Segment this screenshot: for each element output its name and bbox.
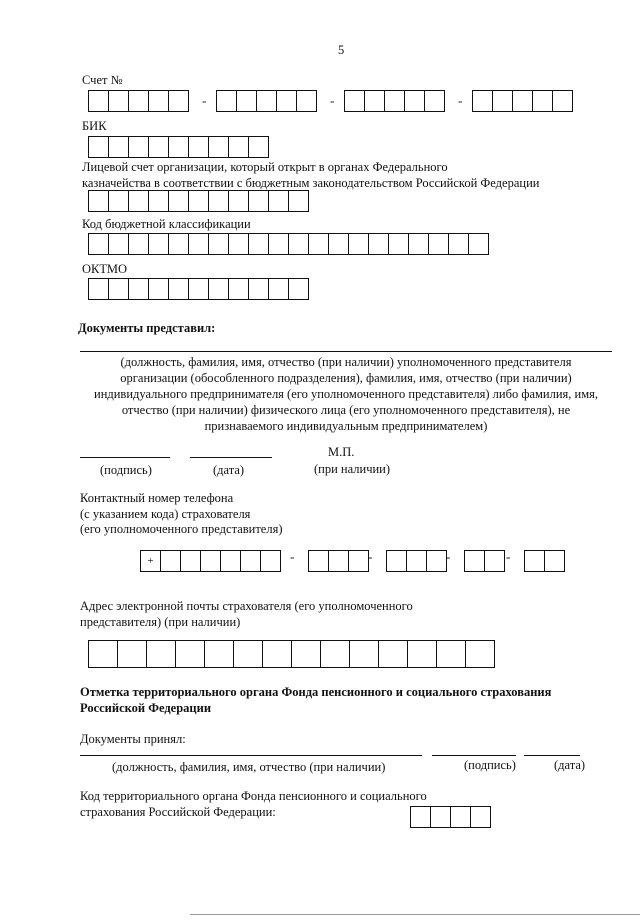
page-number: 5	[338, 43, 345, 57]
phone-label-1: Контактный номер телефона	[80, 491, 234, 505]
input-cell[interactable]	[348, 233, 369, 255]
input-cell[interactable]	[344, 90, 365, 112]
docs-presented-caption-3: индивидуального предпринимателя (его уполномоченного представителя) либо фамилия, имя,	[94, 387, 598, 401]
input-cell[interactable]	[168, 278, 189, 300]
input-cell[interactable]	[188, 233, 209, 255]
mp-note: (при наличии)	[314, 462, 391, 476]
input-cell[interactable]	[492, 90, 513, 112]
input-cell[interactable]	[228, 233, 249, 255]
phone-sep-1: -	[290, 549, 295, 564]
input-cell[interactable]	[288, 278, 309, 300]
input-cell[interactable]	[108, 90, 129, 112]
email-label-2: представителя) (при наличии)	[80, 615, 241, 629]
input-cell[interactable]	[410, 806, 431, 828]
input-cell[interactable]	[148, 90, 169, 112]
input-cell[interactable]	[468, 233, 489, 255]
input-cell[interactable]	[204, 640, 234, 668]
input-cell[interactable]	[146, 640, 176, 668]
input-cell[interactable]	[168, 190, 189, 212]
phone-country-boxes[interactable]	[140, 550, 281, 572]
schet-group-3[interactable]	[344, 90, 445, 112]
input-cell[interactable]	[208, 278, 229, 300]
input-cell[interactable]	[428, 233, 449, 255]
input-cell[interactable]	[328, 550, 349, 572]
input-cell[interactable]	[168, 136, 189, 158]
input-cell[interactable]	[472, 90, 493, 112]
input-cell[interactable]	[320, 640, 350, 668]
input-cell[interactable]	[168, 90, 189, 112]
input-cell[interactable]	[406, 550, 427, 572]
input-cell[interactable]	[404, 90, 425, 112]
kod-organa-boxes[interactable]	[410, 806, 491, 828]
bik-label: БИК	[82, 119, 107, 133]
input-cell[interactable]	[470, 806, 491, 828]
date-caption: (дата)	[213, 463, 245, 477]
input-cell[interactable]	[128, 233, 149, 255]
input-cell[interactable]	[288, 233, 309, 255]
kbk-boxes[interactable]	[88, 233, 489, 255]
docs-presented-heading: Документы представил:	[78, 321, 216, 335]
input-cell[interactable]	[448, 233, 469, 255]
input-cell[interactable]	[430, 806, 451, 828]
input-cell[interactable]	[88, 640, 118, 668]
input-cell[interactable]	[532, 90, 553, 112]
input-cell[interactable]	[450, 806, 471, 828]
kbk-label: Код бюджетной классификации	[82, 217, 251, 231]
input-cell[interactable]	[348, 550, 369, 572]
input-cell[interactable]	[384, 90, 405, 112]
input-cell[interactable]	[378, 640, 408, 668]
accepted-date-line[interactable]	[524, 755, 580, 756]
input-cell[interactable]	[260, 550, 281, 572]
email-boxes[interactable]	[88, 640, 495, 668]
input-cell[interactable]	[512, 90, 533, 112]
schet-group-4[interactable]	[472, 90, 573, 112]
input-cell[interactable]	[240, 550, 261, 572]
input-cell[interactable]	[160, 550, 181, 572]
input-cell[interactable]	[148, 190, 169, 212]
signature-line[interactable]	[80, 457, 170, 458]
input-cell[interactable]	[148, 278, 169, 300]
scan-edge-line	[190, 914, 640, 915]
input-cell[interactable]	[233, 640, 263, 668]
schet-sep-2: -	[330, 93, 335, 108]
docs-presented-caption-5: признаваемого индивидуальным предпринимателем)	[204, 419, 488, 433]
input-cell[interactable]	[228, 136, 249, 158]
input-cell[interactable]	[188, 190, 209, 212]
input-cell[interactable]	[208, 233, 229, 255]
input-cell[interactable]	[148, 233, 169, 255]
input-cell[interactable]: +	[140, 550, 161, 572]
licevoy-boxes[interactable]	[88, 190, 309, 212]
docs-presented-caption-4: отчество (при наличии) физического лица (его уполномоченного представителя), не	[121, 403, 571, 417]
input-cell[interactable]	[216, 90, 237, 112]
input-cell[interactable]	[88, 90, 109, 112]
input-cell[interactable]	[128, 190, 149, 212]
phone-sep-3: -	[446, 549, 451, 564]
input-cell[interactable]	[128, 90, 149, 112]
input-cell[interactable]	[364, 90, 385, 112]
phone-code-boxes[interactable]	[308, 550, 369, 572]
accepted-date-caption: (дата)	[554, 758, 586, 772]
phone-sep-4: -	[506, 549, 511, 564]
input-cell[interactable]	[236, 90, 257, 112]
input-cell[interactable]	[426, 550, 447, 572]
date-line[interactable]	[190, 457, 272, 458]
input-cell[interactable]	[268, 233, 289, 255]
schet-sep-1: -	[202, 93, 207, 108]
accepted-signature-caption: (подпись)	[464, 758, 516, 772]
input-cell[interactable]	[208, 190, 229, 212]
input-cell[interactable]	[200, 550, 221, 572]
input-cell[interactable]	[436, 640, 466, 668]
input-cell[interactable]	[108, 190, 129, 212]
phone-sep-2: -	[368, 549, 373, 564]
input-cell[interactable]	[148, 136, 169, 158]
docs-accepted-label: Документы принял:	[80, 732, 186, 746]
input-cell[interactable]	[248, 233, 269, 255]
phone-label-3: (его уполномоченного представителя)	[80, 522, 283, 536]
input-cell[interactable]	[386, 550, 407, 572]
input-cell[interactable]	[552, 90, 573, 112]
input-cell[interactable]	[256, 90, 277, 112]
oktmo-label: ОКТМО	[82, 262, 127, 276]
accepted-position-caption: (должность, фамилия, имя, отчество (при наличии)	[112, 760, 386, 774]
input-cell[interactable]	[108, 136, 129, 158]
input-cell[interactable]	[424, 90, 445, 112]
kod-organa-label-2: страхования Российской Федерации:	[80, 805, 276, 819]
input-cell[interactable]	[88, 233, 109, 255]
input-cell[interactable]	[128, 136, 149, 158]
input-cell[interactable]	[88, 278, 109, 300]
bik-boxes[interactable]	[88, 136, 269, 158]
otmetka-heading-1: Отметка территориального органа Фонда пенсионного и социального страхования	[80, 685, 552, 699]
input-cell[interactable]	[296, 90, 317, 112]
phone-label-2: (с указанием кода) страхователя	[80, 507, 251, 521]
mp-label: М.П.	[328, 445, 355, 459]
input-cell[interactable]	[388, 233, 409, 255]
input-cell[interactable]	[408, 233, 429, 255]
input-cell[interactable]	[175, 640, 205, 668]
licevoy-label-1: Лицевой счет организации, который открыт в органах Федерального	[82, 160, 448, 174]
schet-group-1[interactable]	[88, 90, 189, 112]
schet-label: Счет №	[82, 73, 123, 87]
input-cell[interactable]	[248, 190, 269, 212]
otmetka-heading-2: Российской Федерации	[80, 701, 212, 715]
input-cell[interactable]	[291, 640, 321, 668]
input-cell[interactable]	[180, 550, 201, 572]
input-cell[interactable]	[328, 233, 349, 255]
accepted-position-line[interactable]	[80, 755, 422, 756]
input-cell[interactable]	[117, 640, 147, 668]
phone-number-3-boxes[interactable]	[524, 550, 565, 572]
oktmo-boxes[interactable]	[88, 278, 309, 300]
input-cell[interactable]	[407, 640, 437, 668]
docs-presented-caption-2: организации (обособленного подразделения), фамилия, имя, отчество (при наличии)	[120, 371, 572, 385]
input-cell[interactable]	[220, 550, 241, 572]
phone-number-2-boxes[interactable]	[464, 550, 505, 572]
input-cell[interactable]	[228, 190, 249, 212]
input-cell[interactable]	[465, 640, 495, 668]
input-cell[interactable]	[208, 136, 229, 158]
input-cell[interactable]	[88, 190, 109, 212]
kod-organa-label-1: Код территориального органа Фонда пенсионного и социального	[80, 789, 427, 803]
accepted-signature-line[interactable]	[432, 755, 516, 756]
input-cell[interactable]	[248, 278, 269, 300]
input-cell[interactable]	[228, 278, 249, 300]
signature-caption: (подпись)	[100, 463, 152, 477]
input-cell[interactable]	[349, 640, 379, 668]
input-cell[interactable]	[262, 640, 292, 668]
input-cell[interactable]	[188, 278, 209, 300]
schet-sep-3: -	[458, 93, 463, 108]
input-cell[interactable]	[524, 550, 545, 572]
input-cell[interactable]	[484, 550, 505, 572]
input-cell[interactable]	[288, 190, 309, 212]
email-label-1: Адрес электронной почты страхователя (его уполномоченного	[80, 599, 413, 613]
input-cell[interactable]	[268, 278, 289, 300]
docs-presented-caption-1: (должность, фамилия, имя, отчество (при наличии) уполномоченного представителя	[120, 355, 572, 369]
docs-presented-line[interactable]	[80, 351, 612, 352]
input-cell[interactable]	[368, 233, 389, 255]
input-cell[interactable]	[108, 278, 129, 300]
input-cell[interactable]	[188, 136, 209, 158]
input-cell[interactable]	[168, 233, 189, 255]
input-cell[interactable]	[268, 190, 289, 212]
input-cell[interactable]	[544, 550, 565, 572]
input-cell[interactable]	[248, 136, 269, 158]
phone-number-1-boxes[interactable]	[386, 550, 447, 572]
licevoy-label-2: казначейства в соответствии с бюджетным законодательством Российской Федерации	[82, 176, 540, 190]
input-cell[interactable]	[308, 550, 329, 572]
input-cell[interactable]	[88, 136, 109, 158]
input-cell[interactable]	[464, 550, 485, 572]
input-cell[interactable]	[308, 233, 329, 255]
input-cell[interactable]	[276, 90, 297, 112]
schet-group-2[interactable]	[216, 90, 317, 112]
input-cell[interactable]	[128, 278, 149, 300]
input-cell[interactable]	[108, 233, 129, 255]
